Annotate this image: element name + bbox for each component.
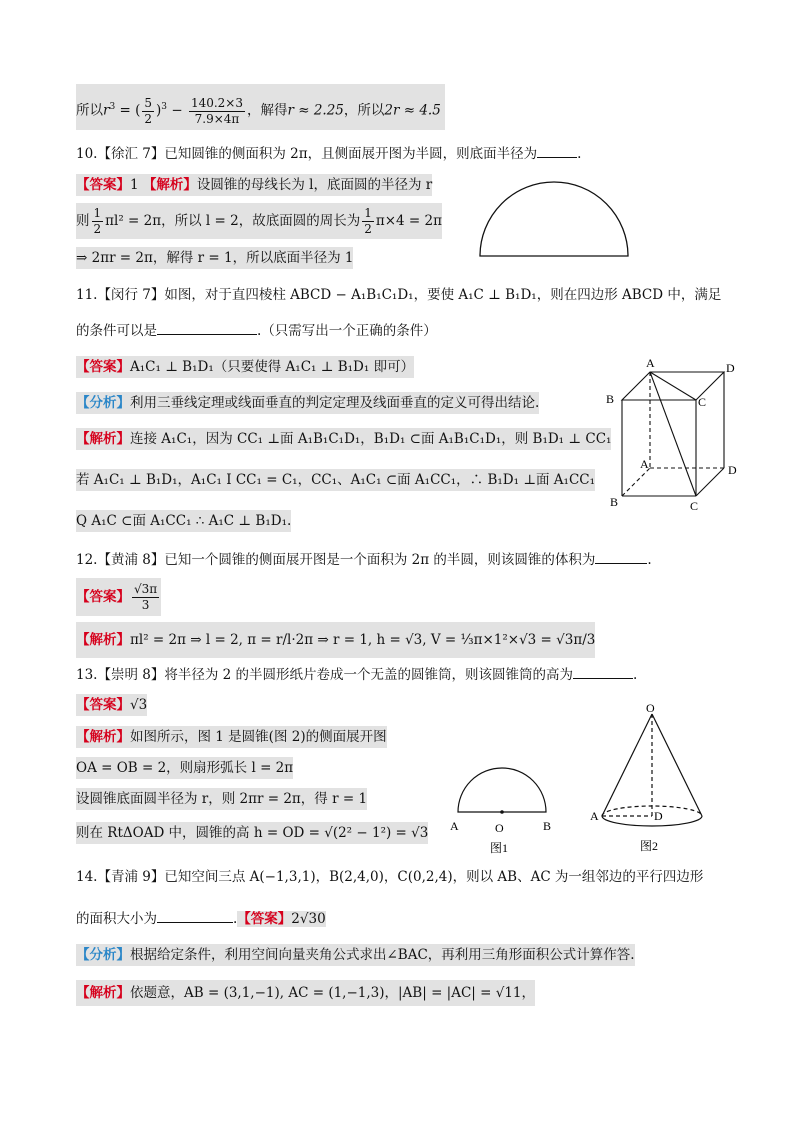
q10-answer-line: 【答案】1 【解析】设圆锥的母线长为 l，底面圆的半径为 r [76, 174, 432, 196]
q13-answer: 【答案】√3 [76, 694, 147, 716]
svg-text:C: C [690, 499, 699, 513]
q11-stem: 11.【闵行 7】如图，对于直四棱柱 ABCD − A₁B₁C₁D₁，要使 A₁C ⊥ B₁D₁，则在四边形 ABCD 中，满足 [76, 287, 722, 303]
q13-analysis-3: 设圆锥底面圆半径为 r，则 2πr = 2π，得 r = 1 [76, 788, 367, 810]
q13-analysis-4: 则在 RtΔOAD 中，圆锥的高 h = OD = √(2² − 1²) = √3 [76, 822, 428, 844]
q11-fenxi: 【分析】利用三垂线定理或线面垂直的判定定理及线面垂直的定义可得出结论. [76, 392, 539, 414]
q11-analysis-3: Q A₁C ⊂面 A₁CC₁ ∴ A₁C ⊥ B₁D₁. [76, 510, 291, 532]
formula-line-top: 所以$r^3$ = ( $\frac{5}{2}$ )$^3$ − $\frac{140.2\times 3}{7.9\times 4\pi}$ ，解得r ≈ 2.25，所以2r ≈ 4.5 [76, 84, 445, 130]
svg-text:A: A [640, 457, 649, 471]
q14-analysis: 【解析】依题意，AB = (3,1,−1), AC = (1,−1,3)，|AB| = |AC| = √11， [76, 980, 535, 1006]
svg-text:B: B [610, 495, 619, 509]
svg-text:O: O [646, 701, 655, 715]
q12-analysis: 【解析】πl² = 2π ⇒ l = 2, π = r/l·2π ⇒ r = 1, h = √3, V = ⅓π×1²×√3 = √3π/3 [76, 622, 595, 658]
q10-line3: ⇒ 2πr = 2π，解得 r = 1，所以底面半径为 1 [76, 247, 353, 269]
svg-text:B: B [543, 819, 552, 833]
q10-line2: 则 $\frac{1}{2}$ πl² = 2π，所以 l = 2，故底面圆的周长为 $\frac{1}{2}$ π×4 = 2π [76, 203, 442, 239]
q13-analysis-2: OA = OB = 2，则扇形弧长 l = 2π [76, 757, 293, 779]
q10-stem: 10.【徐汇 7】已知圆锥的侧面积为 2π，且侧面展开图为半圆，则底面半径为 . [76, 143, 581, 165]
svg-text:A: A [590, 809, 599, 823]
q10-semicircle-figure [476, 178, 632, 260]
q13-stem: 13.【崇明 8】将半径为 2 的半圆形纸片卷成一个无盖的圆锥筒，则该圆锥筒的高为 . [76, 664, 637, 686]
svg-text:O: O [495, 821, 504, 835]
svg-text:A: A [450, 819, 459, 833]
q11-prism-figure [600, 356, 750, 516]
q11-answer: 【答案】A₁C₁ ⊥ B₁D₁（只要使得 A₁C₁ ⊥ B₁D₁ 即可） [76, 356, 414, 378]
q14-stem2: 的面积大小为 .【答案】2√30 [76, 908, 326, 930]
q12-stem: 12.【黄浦 8】已知一个圆锥的侧面展开图是一个面积为 2π 的半圆，则该圆锥的体积为 . [76, 549, 652, 571]
svg-text:D: D [726, 361, 735, 375]
svg-text:C: C [698, 395, 707, 409]
q11-analysis-2: 若 A₁C₁ ⊥ B₁D₁，A₁C₁ I CC₁ = C₁，CC₁、A₁C₁ ⊂面 A₁CC₁，∴ B₁D₁ ⊥面 A₁CC₁ [76, 469, 595, 491]
q13-analysis-1: 【解析】如图所示，图 1 是圆锥(图 2)的侧面展开图 [76, 726, 387, 748]
svg-text:D: D [728, 463, 737, 477]
fig1-caption: 图1 [490, 841, 509, 855]
q13-fig2-cone [586, 700, 726, 856]
q13-fig1-semicircle [446, 764, 558, 856]
svg-text:B: B [606, 392, 615, 406]
q14-fenxi: 【分析】根据给定条件，利用空间向量夹角公式求出∠BAC，再利用三角形面积公式计算作答. [76, 944, 635, 966]
svg-text:D: D [654, 809, 663, 823]
q11-stem2: 的条件可以是 .（只需写出一个正确的条件） [76, 320, 437, 342]
q14-stem: 14.【青浦 9】已知空间三点 A(−1,3,1)，B(2,4,0)，C(0,2,4)，则以 AB、AC 为一组邻边的平行四边形 [76, 869, 704, 885]
q11-analysis-1: 【解析】连接 A₁C₁，因为 CC₁ ⊥面 A₁B₁C₁D₁，B₁D₁ ⊂面 A₁B₁C₁D₁，则 B₁D₁ ⊥ CC₁ [76, 428, 611, 450]
fig2-caption: 图2 [640, 839, 659, 853]
svg-text:A: A [646, 356, 655, 370]
q12-answer: 【答案】 $\frac{√3\pi}{3}$ [76, 578, 161, 616]
